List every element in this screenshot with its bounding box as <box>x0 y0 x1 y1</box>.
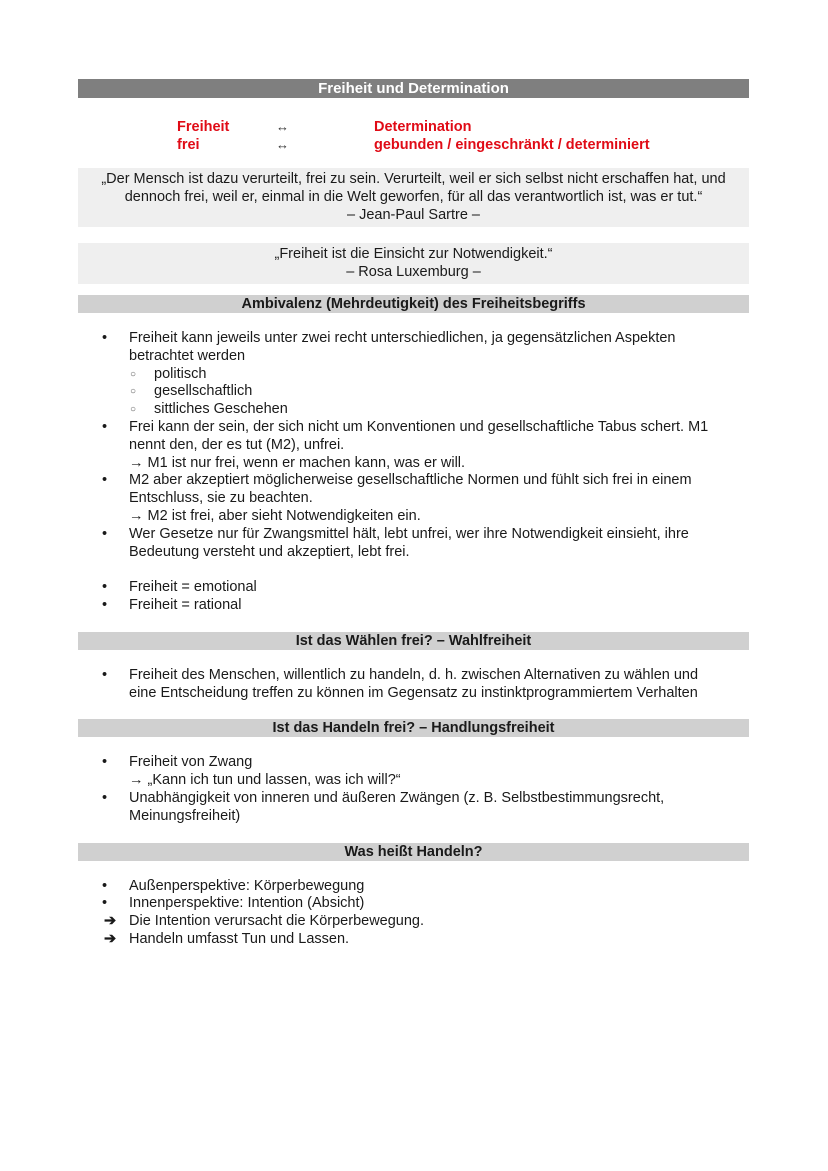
bullet-icon: • <box>102 596 108 613</box>
list-text: betrachtet werden <box>129 347 246 364</box>
list-text: Entschluss, sie zu beachten. <box>129 490 313 507</box>
quote-line: dennoch frei, weil er, einmal in die Welt geworfen, für all das verantwortlich ist, was er tut.“ <box>124 189 703 205</box>
bullet-icon: • <box>102 789 108 806</box>
list-text: Wer Gesetze nur für Zwangsmittel hält, lebt unfrei, wer ihre Notwendigkeit einsieht, ihre <box>129 525 689 542</box>
quote-author: – Jean-Paul Sartre – <box>347 207 480 223</box>
sub-list-item <box>129 401 749 419</box>
bullet-icon: • <box>102 877 108 894</box>
list-item <box>78 895 749 913</box>
list-text: gesellschaftlich <box>154 383 253 400</box>
document-title: Freiheit und Determination <box>78 79 749 98</box>
list-item <box>78 667 749 703</box>
double-arrow-icon: ↔ <box>276 137 289 152</box>
bullet-icon: • <box>102 666 108 683</box>
list-text: eine Entscheidung treffen zu können im Gegensatz zu instinktprogrammiertem Verhalten <box>129 684 698 701</box>
list-text: Die Intention verursacht die Körperbewegung. <box>129 913 425 930</box>
list-item <box>78 419 749 472</box>
right-arrow-icon: ➔ <box>104 913 117 930</box>
list-item <box>78 790 749 826</box>
contrast-row <box>78 136 749 154</box>
sub-list-item <box>129 366 749 384</box>
list-text: Handeln umfasst Tun und Lassen. <box>129 930 350 947</box>
contrast-left: frei <box>177 137 200 153</box>
section-content <box>78 667 749 703</box>
contrast-row <box>78 118 749 136</box>
list-text: → „Kann ich tun und lassen, was ich will?“ <box>129 772 401 789</box>
list-item <box>78 754 749 790</box>
document-page <box>78 79 749 966</box>
quote-luxemburg <box>78 243 749 284</box>
list-text: sittliches Geschehen <box>154 401 288 418</box>
bullet-list <box>78 330 749 561</box>
bullet-list <box>78 878 749 949</box>
right-arrow-icon: ➔ <box>104 930 117 947</box>
quote-sartre <box>78 168 749 227</box>
bullet-icon: • <box>102 418 108 435</box>
list-text: politisch <box>154 365 207 382</box>
bullet-list <box>78 754 749 825</box>
circle-bullet-icon: ○ <box>130 386 137 398</box>
bullet-list <box>78 579 749 615</box>
section-content <box>78 754 749 825</box>
contrast-right: Determination <box>374 119 472 135</box>
list-text: Außenperspektive: Körperbewegung <box>129 877 365 894</box>
quote-line: „Der Mensch ist dazu verurteilt, frei zu sein. Verurteilt, weil er sich selbst nicht erschaffen hat, und <box>101 171 726 187</box>
list-text: Freiheit kann jeweils unter zwei recht unterschiedlichen, ja gegensätzlichen Aspekten <box>129 330 676 346</box>
list-text: Meinungsfreiheit) <box>129 807 241 824</box>
list-item <box>78 597 749 615</box>
list-item <box>78 472 749 525</box>
contrast-right: gebunden / eingeschränkt / determiniert <box>374 137 650 153</box>
section-heading: Ambivalenz (Mehrdeutigkeit) des Freiheitsbegriffs <box>78 295 749 313</box>
list-item <box>78 526 749 562</box>
list-text: Freiheit von Zwang <box>129 754 253 771</box>
circle-bullet-icon: ○ <box>130 404 137 416</box>
list-text: Bedeutung versteht und akzeptiert, lebt frei. <box>129 543 410 560</box>
bullet-icon: • <box>102 895 108 912</box>
list-text: M2 aber akzeptiert möglicherweise gesellschaftliche Normen und fühlt sich frei in einem <box>129 472 692 489</box>
bullet-icon: • <box>102 330 108 346</box>
section-heading: Ist das Handeln frei? – Handlungsfreiheit <box>78 719 749 737</box>
quote-author: – Rosa Luxemburg – <box>346 264 481 280</box>
list-text: Frei kann der sein, der sich nicht um Konventionen und gesellschaftliche Tabus schert. M1 <box>129 418 709 435</box>
spacer <box>78 561 749 579</box>
list-item <box>78 579 749 597</box>
list-text: Unabhängigkeit von inneren und äußeren Zwängen (z. B. Selbstbestimmungsrecht, <box>129 789 665 806</box>
section-heading: Was heißt Handeln? <box>78 843 749 861</box>
section-content <box>78 330 749 615</box>
bullet-icon: • <box>102 472 108 489</box>
section-content <box>78 878 749 949</box>
list-text: Freiheit = emotional <box>129 579 257 596</box>
sub-list <box>129 366 749 419</box>
list-item <box>78 330 749 419</box>
bullet-icon: • <box>102 525 108 542</box>
list-text: nennt den, der es tut (M2), unfrei. <box>129 436 345 453</box>
list-text: Freiheit des Menschen, willentlich zu handeln, d. h. zwischen Alternativen zu wählen und <box>129 666 699 683</box>
list-text: Freiheit = rational <box>129 596 242 613</box>
contrast-left: Freiheit <box>177 119 230 135</box>
list-item <box>78 878 749 896</box>
contrast-table <box>78 118 749 154</box>
list-item <box>78 913 749 931</box>
quote-line: „Freiheit ist die Einsicht zur Notwendigkeit.“ <box>274 246 553 262</box>
list-text: → M2 ist frei, aber sieht Notwendigkeiten ein. <box>129 507 421 524</box>
circle-bullet-icon: ○ <box>130 368 137 380</box>
bullet-icon: • <box>102 754 108 771</box>
list-item <box>78 931 749 949</box>
bullet-list <box>78 667 749 703</box>
section-heading: Ist das Wählen frei? – Wahlfreiheit <box>78 632 749 650</box>
double-arrow-icon: ↔ <box>276 119 289 134</box>
sub-list-item <box>129 383 749 401</box>
list-text: Innenperspektive: Intention (Absicht) <box>129 895 365 912</box>
list-text: → M1 ist nur frei, wenn er machen kann, was er will. <box>129 454 466 471</box>
bullet-icon: • <box>102 579 108 596</box>
